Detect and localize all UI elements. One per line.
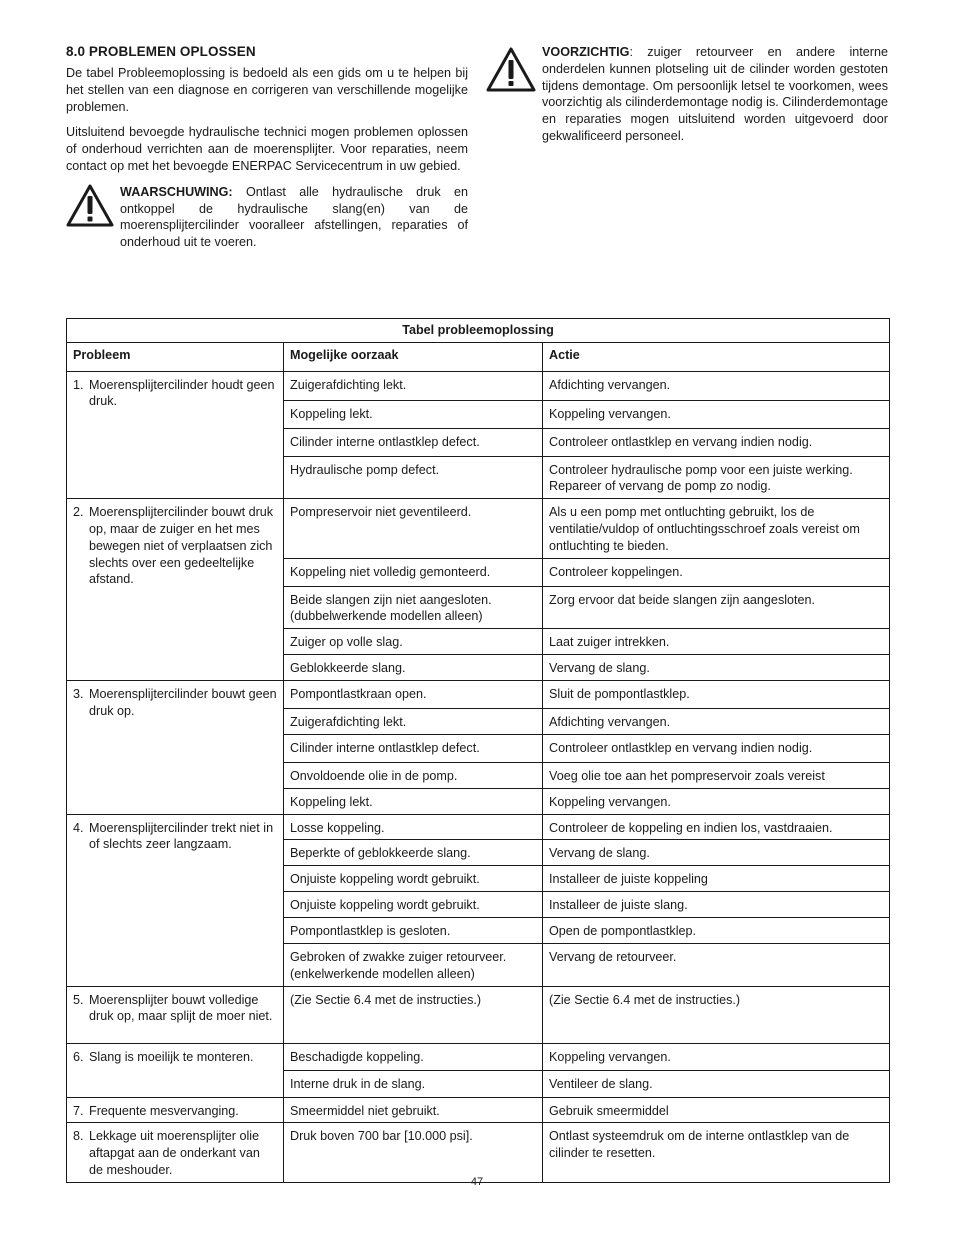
cause-cell: Druk boven 700 bar [10.000 psi].	[284, 1123, 543, 1182]
problem-text: Moerensplijtercilinder trekt niet in of slechts zeer langzaam.	[89, 820, 274, 852]
action-cell: Koppeling vervangen.	[543, 400, 890, 428]
table-row	[67, 371, 890, 400]
action-cell: Koppeling vervangen.	[543, 788, 890, 814]
header-cause: Mogelijke oorzaak	[284, 342, 543, 371]
table-caption: Tabel probleemoplossing	[67, 319, 890, 343]
problem-text: Lekkage uit moerensplijter olie aftapgat aan de onderkant van de meshouder.	[89, 1129, 260, 1177]
cause-cell: Zuigerafdichting lekt.	[284, 708, 543, 734]
caution-text	[542, 44, 888, 145]
caution-block	[486, 44, 888, 145]
warning-body: Ontlast alle hydraulische druk en ontkoppel de hydraulische slang(en) van de moerensplijtercilinder vooralleer afstellingen, reparaties of onderhoud uit te voeren.	[120, 184, 468, 250]
header-action: Actie	[543, 342, 890, 371]
warning-block	[66, 184, 468, 251]
cause-cell: (Zie Sectie 6.4 met de instructies.)	[284, 986, 543, 1043]
cause-cell: Smeermiddel niet gebruikt.	[284, 1097, 543, 1123]
intro-paragraph-1: De tabel Probleemoplossing is bedoeld als een gids om u te helpen bij het stellen van een diagnose en corrigeren van verschillende mogelijke problemen.	[66, 66, 468, 114]
problem-text: Slang is moeilijk te monteren.	[89, 1049, 254, 1064]
table-row	[67, 814, 890, 840]
caution-body: : zuiger retourveer en andere interne onderdelen kunnen plotseling uit de cilinder worden gestoten tijdens demontage. Om persoonlijk letsel te voorkomen, wees voorzichtig als cilinderdemontage nodig is. Cilinderdemontage en reparaties mogen uitsluitend worden uitgevoerd door gekwalificeerd personeel.	[542, 45, 888, 143]
action-cell: Koppeling vervangen.	[543, 1043, 890, 1070]
action-cell: Laat zuiger intrekken.	[543, 629, 890, 655]
problem-cell	[67, 371, 284, 499]
action-cell: (Zie Sectie 6.4 met de instructies.)	[543, 986, 890, 1043]
cause-cell: Beide slangen zijn niet aangesloten. (dubbelwerkende modellen alleen)	[284, 586, 543, 629]
problem-cell	[67, 1123, 284, 1182]
action-cell: Vervang de slang.	[543, 840, 890, 866]
problem-number: 1.	[73, 377, 84, 392]
page-number: 47	[470, 1176, 484, 1188]
action-cell: Open de pompontlastklep.	[543, 917, 890, 943]
action-cell: Controleer de koppeling en indien los, vastdraaien.	[543, 814, 890, 840]
table-row	[67, 1043, 890, 1070]
action-cell: Sluit de pompontlastklep.	[543, 680, 890, 708]
cause-cell: Cilinder interne ontlastklep defect.	[284, 428, 543, 456]
cause-cell: Cilinder interne ontlastklep defect.	[284, 734, 543, 762]
cause-cell: Gebroken of zwakke zuiger retourveer. (enkelwerkende modellen alleen)	[284, 943, 543, 986]
header-problem: Probleem	[67, 342, 284, 371]
problem-cell	[67, 814, 284, 986]
action-cell: Afdichting vervangen.	[543, 371, 890, 400]
problem-text: Frequente mesvervanging.	[89, 1103, 239, 1118]
action-cell: Vervang de slang.	[543, 654, 890, 680]
table-row	[67, 1123, 890, 1182]
table-row	[67, 1097, 890, 1123]
cause-cell: Koppeling lekt.	[284, 400, 543, 428]
warning-label: WAARSCHUWING:	[120, 184, 233, 199]
left-column	[66, 44, 468, 251]
warning-triangle-icon	[66, 184, 114, 233]
problem-number: 7.	[73, 1103, 84, 1118]
cause-cell: Zuiger op volle slag.	[284, 629, 543, 655]
intro-paragraph-2: Uitsluitend bevoegde hydraulische technici mogen problemen oplossen of onderhoud verrichten aan de moerensplijter. Voor reparaties, neem contact op met het bevoegde ENERPAC Servicecentrum in uw gebied.	[66, 125, 468, 173]
troubleshooting-table	[66, 318, 890, 1183]
problem-cell	[67, 680, 284, 814]
problem-cell	[67, 1043, 284, 1097]
cause-cell: Onvoldoende olie in de pomp.	[284, 762, 543, 788]
table-row	[67, 986, 890, 1043]
problem-number: 5.	[73, 992, 84, 1007]
cause-cell: Interne druk in de slang.	[284, 1070, 543, 1097]
problem-text: Moerensplijter bouwt volledige druk op, maar splijt de moer niet.	[89, 992, 273, 1024]
action-cell: Zorg ervoor dat beide slangen zijn aangesloten.	[543, 586, 890, 629]
cause-cell: Beperkte of geblokkeerde slang.	[284, 840, 543, 866]
cause-cell: Geblokkeerde slang.	[284, 654, 543, 680]
table-row	[67, 499, 890, 558]
section-title: 8.0 PROBLEMEN OPLOSSEN	[66, 44, 256, 59]
cause-cell: Onjuiste koppeling wordt gebruikt.	[284, 892, 543, 918]
action-cell: Installeer de juiste koppeling	[543, 866, 890, 892]
action-cell: Ventileer de slang.	[543, 1070, 890, 1097]
cause-cell: Pompontlastklep is gesloten.	[284, 917, 543, 943]
problem-cell	[67, 1097, 284, 1123]
cause-cell: Onjuiste koppeling wordt gebruikt.	[284, 866, 543, 892]
table-row	[67, 680, 890, 708]
cause-cell: Pompreservoir niet geventileerd.	[284, 499, 543, 558]
action-cell: Controleer ontlastklep en vervang indien nodig.	[543, 734, 890, 762]
right-column	[486, 44, 888, 145]
action-cell: Afdichting vervangen.	[543, 708, 890, 734]
cause-cell: Pompontlastkraan open.	[284, 680, 543, 708]
cause-cell: Losse koppeling.	[284, 814, 543, 840]
action-cell: Vervang de retourveer.	[543, 943, 890, 986]
problem-text: Moerensplijtercilinder houdt geen druk.	[89, 377, 275, 409]
action-cell: Controleer ontlastklep en vervang indien nodig.	[543, 428, 890, 456]
action-cell: Als u een pomp met ontluchting gebruikt, los de ventilatie/vuldop of ontluchtingsschroef zoals vereist om ontluchting te bieden.	[543, 499, 890, 558]
action-cell: Ontlast systeemdruk om de interne ontlastklep van de cilinder te resetten.	[543, 1123, 890, 1182]
action-cell: Controleer koppelingen.	[543, 558, 890, 586]
cause-cell: Koppeling lekt.	[284, 788, 543, 814]
action-cell: Voeg olie toe aan het pompreservoir zoals vereist	[543, 762, 890, 788]
problem-number: 2.	[73, 505, 84, 520]
caution-label: VOORZICHTIG	[542, 45, 630, 59]
caution-triangle-icon	[486, 47, 536, 98]
table-body	[67, 371, 890, 1182]
action-cell: Controleer hydraulische pomp voor een juiste werking. Repareer of vervang de pomp zo nodig.	[543, 456, 890, 499]
cause-cell: Zuigerafdichting lekt.	[284, 371, 543, 400]
problem-text: Moerensplijtercilinder bouwt druk op, maar de zuiger en het mes bewegen niet of verplaatsen zich slechts over een gedeeltelijke afstand.	[89, 505, 274, 587]
cause-cell: Koppeling niet volledig gemonteerd.	[284, 558, 543, 586]
problem-text: Moerensplijtercilinder bouwt geen druk op.	[89, 686, 277, 718]
problem-number: 8.	[73, 1129, 84, 1144]
problem-number: 6.	[73, 1049, 84, 1064]
action-cell: Gebruik smeermiddel	[543, 1097, 890, 1123]
problem-number: 3.	[73, 686, 84, 701]
problem-number: 4.	[73, 820, 84, 835]
warning-text	[120, 184, 468, 251]
problem-cell	[67, 986, 284, 1043]
problem-cell	[67, 499, 284, 681]
cause-cell: Beschadigde koppeling.	[284, 1043, 543, 1070]
action-cell: Installeer de juiste slang.	[543, 892, 890, 918]
cause-cell: Hydraulische pomp defect.	[284, 456, 543, 499]
